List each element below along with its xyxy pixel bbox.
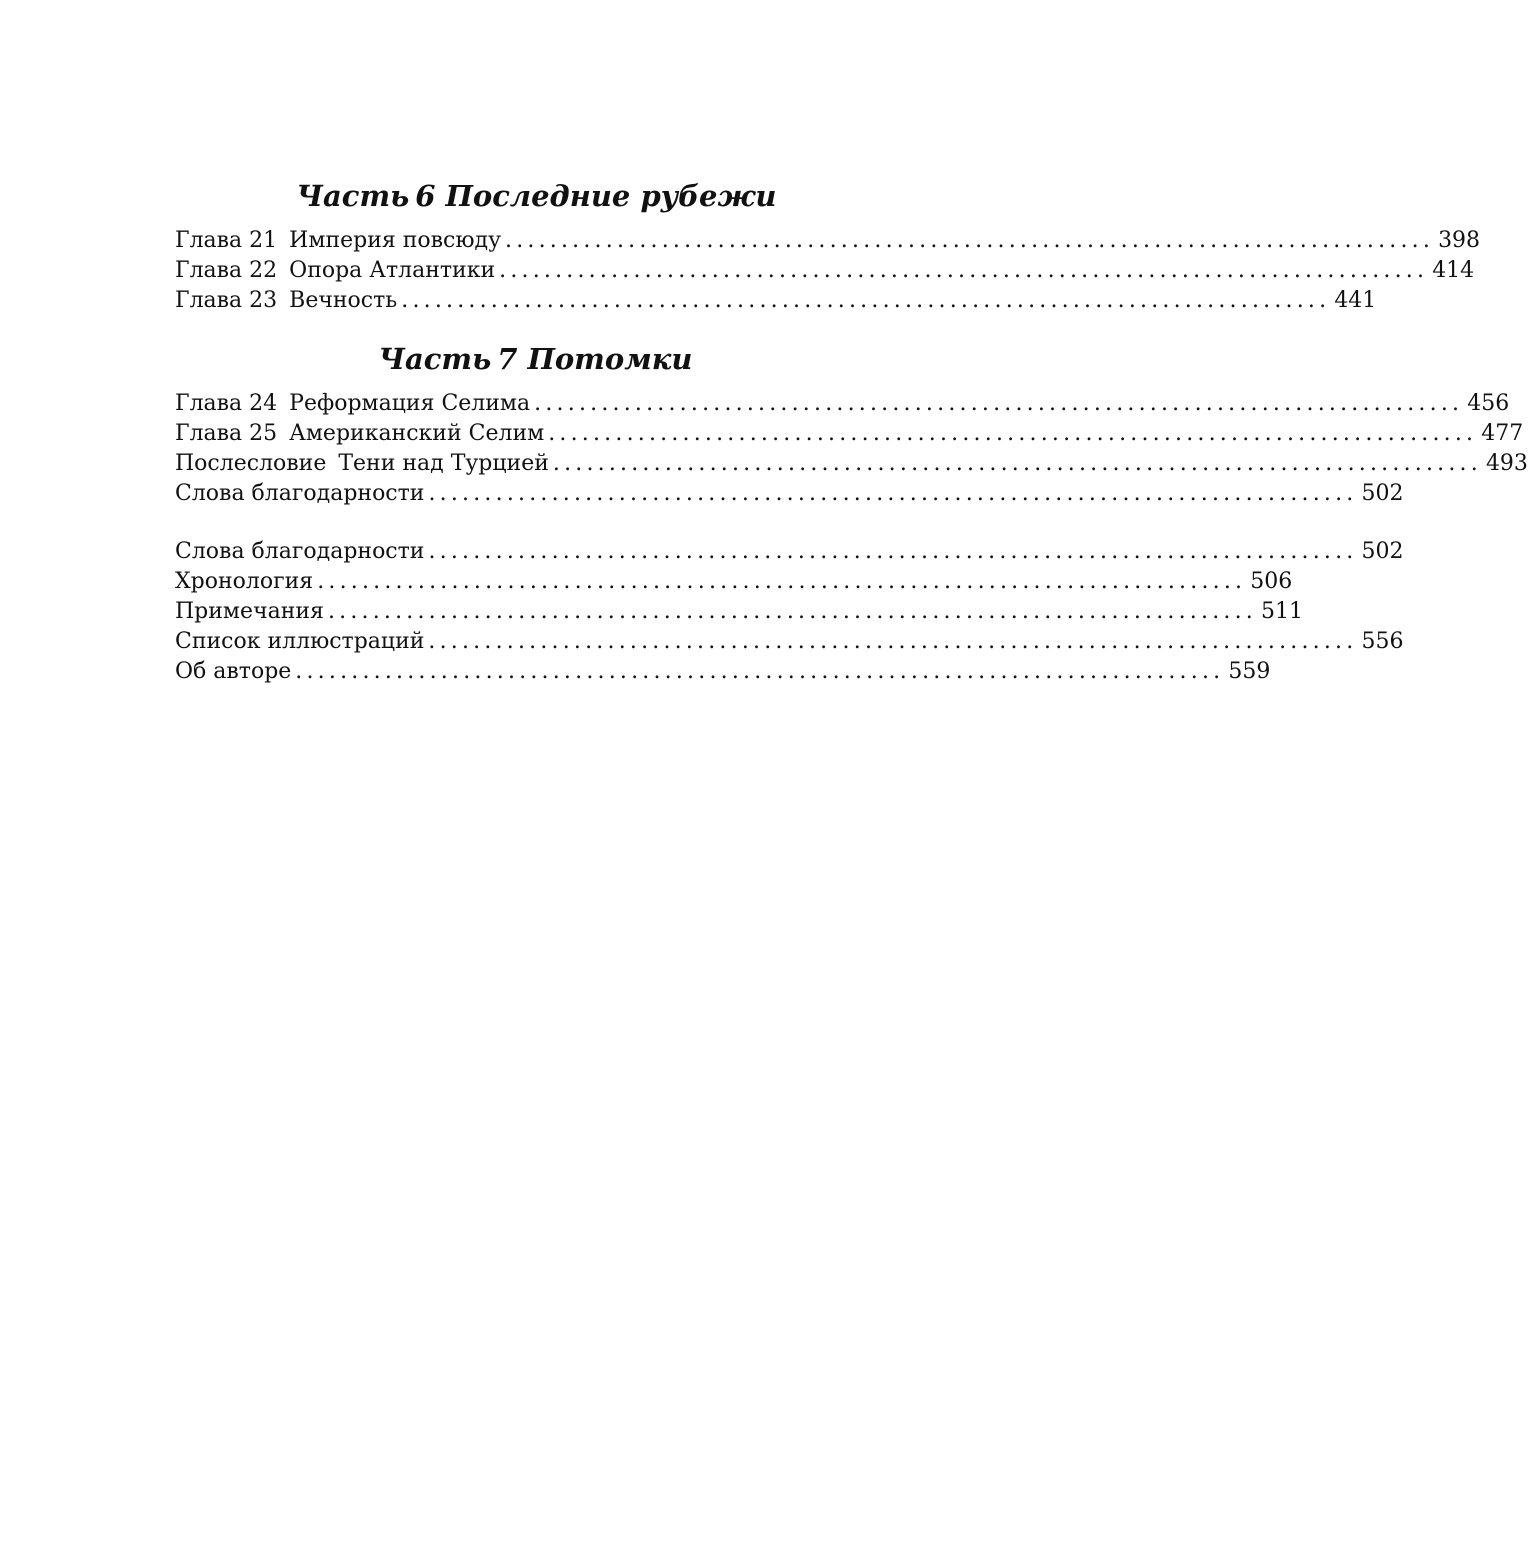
toc-entry[interactable] [175,256,1475,286]
entry-title: Американский Селим [289,421,545,446]
table-of-contents [175,176,1528,687]
entry-title: Тени над Турцией [338,451,549,476]
toc-entry[interactable] [175,479,1404,509]
part-title: Последние рубежи [445,179,777,213]
dot-leader: ................................................................................... [428,539,1358,564]
entry-title: Реформация Селима [289,391,531,416]
dot-leader: ................................................................................... [317,569,1247,594]
entry-prefix: Глава 22 [175,258,278,283]
dot-leader: ................................................................................... [552,451,1482,476]
toc-entry[interactable] [175,389,1510,419]
entry-title: Империя повсюду [289,228,502,253]
page-number: 556 [1361,629,1404,654]
dot-leader: ................................................................................... [505,228,1435,253]
toc-entry[interactable] [175,449,1528,479]
entry-title: Примечания [175,599,324,624]
dot-leader: ................................................................................... [499,258,1429,283]
toc-entry[interactable] [175,657,1271,687]
dot-leader: ................................................................................... [428,481,1358,506]
entry-title: Вечность [289,288,398,313]
entry-title: Список иллюстраций [175,629,425,654]
dot-leader: ................................................................................... [428,629,1358,654]
entry-prefix: Глава 23 [175,288,278,313]
page-number: 506 [1250,569,1293,594]
toc-entry[interactable] [175,627,1404,657]
dot-leader: ................................................................................... [534,391,1464,416]
dot-leader: ................................................................................... [295,659,1225,684]
entry-prefix: Послесловие [175,451,327,476]
dot-leader: ................................................................................... [401,288,1331,313]
entry-prefix: Глава 24 [175,391,278,416]
toc-entry[interactable] [175,226,1481,256]
page-number: 502 [1361,481,1404,506]
part-7-heading [175,339,896,379]
dot-leader: ................................................................................... [327,599,1257,624]
page-number: 441 [1334,288,1377,313]
page-number: 559 [1228,659,1271,684]
page-number: 414 [1432,258,1475,283]
part-6-heading [175,176,896,216]
part-title: Потомки [527,342,693,376]
toc-entry[interactable] [175,567,1293,597]
toc-entry[interactable] [175,537,1404,567]
page-number: 493 [1485,451,1528,476]
part-number: 7 [497,342,518,376]
entry-title: Опора Атлантики [289,258,496,283]
toc-entry[interactable] [175,597,1303,627]
page-number: 456 [1467,391,1510,416]
page-number: 398 [1438,228,1481,253]
page-number: 477 [1481,421,1524,446]
page-number: 511 [1260,599,1303,624]
toc-entry[interactable] [175,286,1377,316]
dot-leader: ................................................................................... [548,421,1478,446]
entry-prefix: Глава 25 [175,421,278,446]
part-label: Часть [378,342,492,376]
page-number: 502 [1361,539,1404,564]
entry-title: Слова благодарности [175,539,425,564]
part-label: Часть [296,179,410,213]
entry-prefix: Глава 21 [175,228,278,253]
entry-title: Об авторе [175,659,292,684]
toc-entry[interactable] [175,419,1524,449]
part-number: 6 [415,179,436,213]
entry-title: Слова благодарности [175,481,425,506]
entry-title: Хронология [175,569,314,594]
